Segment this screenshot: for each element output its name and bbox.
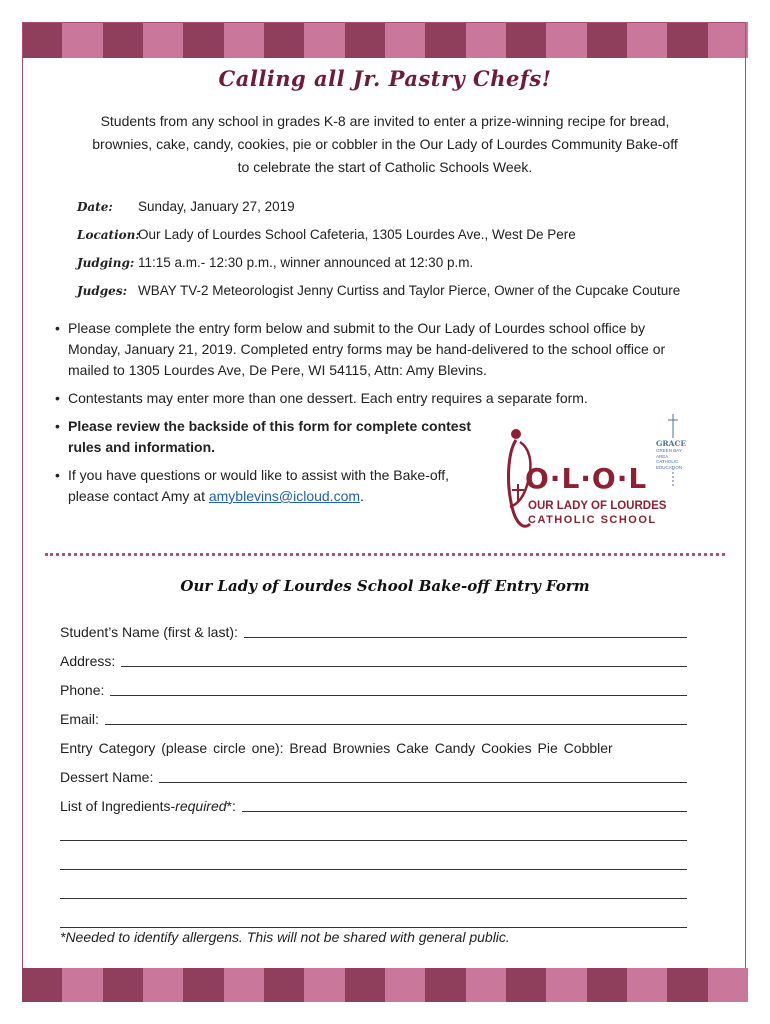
ingredients-line: [60, 843, 687, 872]
ingredients-line: [60, 872, 687, 901]
olol-school-name: OUR LADY OF LOURDES: [528, 500, 667, 512]
contact-text-end: .: [360, 488, 364, 504]
phone-field[interactable]: [110, 680, 687, 696]
bullet-text: Contestants may enter more than one dessert. Each entry requires a separate form.: [68, 390, 588, 406]
event-details: [77, 197, 717, 309]
required-star: *:: [226, 798, 236, 814]
bullet-icon: •: [55, 467, 60, 483]
bullet-text: Please review the backside of this form for complete contest rules and information.: [68, 418, 472, 455]
ingredients-line: [60, 901, 687, 930]
intro-paragraph: Students from any school in grades K-8 are invited to enter a prize-winning recipe for bread, brownies, cake, candy, cookies, pie or cobbler in the Our Lady of Lourdes Community Bake-off to celebrate the start of Catholic Schools Week.: [92, 113, 678, 175]
form-row-phone: [60, 669, 687, 698]
bullet-icon: •: [55, 418, 60, 434]
page-title: Calling all Jr. Pastry Chefs!: [218, 66, 552, 91]
detail-value: Our Lady of Lourdes School Cafeteria, 1305 Lourdes Ave., West De Pere: [138, 227, 576, 242]
field-label: Student’s Name (first & last):: [60, 624, 238, 640]
contact-text: If you have questions or would like to assist with the Bake-off, please contact Amy at: [68, 467, 450, 504]
detail-value: 11:15 a.m.- 12:30 p.m., winner announced at 12:30 p.m.: [138, 255, 474, 270]
detail-row-date: [77, 197, 717, 225]
ingredients-label: List of Ingredients-: [60, 798, 176, 814]
detail-row-judges: [77, 281, 717, 309]
bottom-border-strip: [22, 968, 748, 1002]
detail-label: Judges:: [77, 284, 128, 298]
entry-category-options[interactable]: Entry Category (please circle one): Bread Brownies Cake Candy Cookies Pie Cobbler: [60, 740, 613, 756]
address-field[interactable]: [121, 651, 687, 667]
ingredients-field[interactable]: [242, 796, 687, 812]
form-row-dessert: [60, 756, 687, 785]
ingredients-line: [60, 814, 687, 843]
field-label: [60, 798, 242, 814]
grace-logo-subtext: GREEN BAY AREA CATHOLIC EDUCATION: [656, 448, 683, 470]
detail-label: Location:: [77, 228, 140, 242]
field-label: Phone:: [60, 682, 105, 698]
student-name-field[interactable]: [244, 622, 687, 638]
ingredients-field-continued[interactable]: [60, 883, 687, 899]
ingredients-field-continued[interactable]: [60, 912, 687, 928]
form-title: Our Lady of Lourdes School Bake-off Entry Form: [180, 577, 590, 595]
list-item: [55, 388, 695, 409]
field-label: Address:: [60, 653, 116, 669]
list-item: [55, 318, 695, 381]
form-row-address: [60, 640, 687, 669]
email-field[interactable]: [105, 709, 687, 725]
bullet-text: Please complete the entry form below and submit to the Our Lady of Lourdes school office by Monday, January 21, 2019. Completed entry forms may be hand-delivered to the school office or mailed to 1305 Lourdes Ave, De Pere, WI 54115, Attn: Amy Blevins.: [68, 320, 666, 378]
detail-label: Judging:: [77, 256, 135, 270]
bullet-text: [68, 465, 488, 507]
field-label: Dessert Name:: [60, 769, 154, 785]
detail-label: Date:: [77, 200, 113, 214]
olol-logo: [498, 412, 698, 537]
bullet-icon: •: [55, 320, 60, 336]
bullet-icon: •: [55, 390, 60, 406]
form-row-name: [60, 611, 687, 640]
contact-email-link[interactable]: amyblevins@icloud.com: [208, 488, 361, 504]
olol-school-type: CATHOLIC SCHOOL: [528, 514, 657, 526]
dessert-name-field[interactable]: [159, 767, 687, 783]
detail-row-judging: [77, 253, 717, 281]
required-text: required: [175, 798, 227, 814]
ingredients-field-continued[interactable]: [60, 854, 687, 870]
section-divider: [45, 553, 725, 556]
detail-value: WBAY TV-2 Meteorologist Jenny Curtiss and Taylor Pierce, Owner of the Cupcake Couture: [138, 283, 681, 298]
grace-logo-text: GRACE: [656, 439, 687, 448]
field-label: Email:: [60, 711, 99, 727]
form-row-category: [60, 727, 687, 756]
allergen-note: *Needed to identify allergens. This will not be shared with general public.: [60, 929, 510, 945]
form-row-email: [60, 698, 687, 727]
entry-form: [60, 611, 687, 930]
form-row-ingredients: [60, 785, 687, 814]
detail-value: Sunday, January 27, 2019: [138, 199, 295, 214]
detail-row-location: [77, 225, 717, 253]
ingredients-field-continued[interactable]: [60, 825, 687, 841]
olol-letters: O·L·O·L: [525, 462, 648, 495]
